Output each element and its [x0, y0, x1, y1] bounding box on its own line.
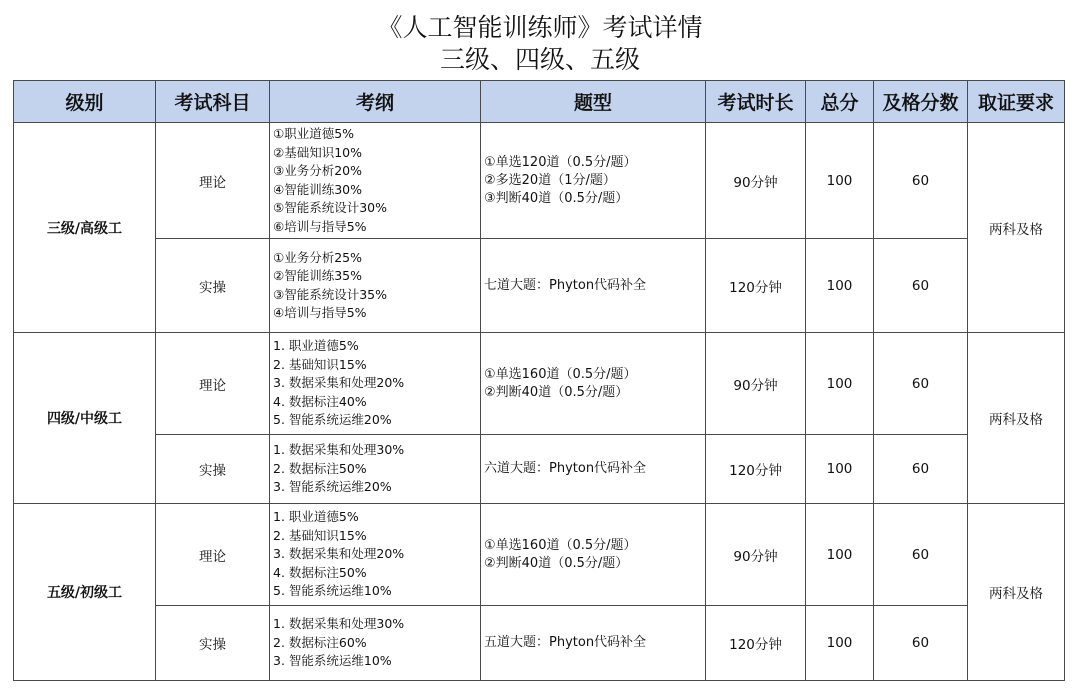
pass-score-cell: 60	[874, 239, 968, 333]
total-score-cell: 100	[806, 239, 874, 333]
subject-cell: 实操	[156, 435, 270, 504]
outline-item: 3. 数据采集和处理20%	[273, 546, 405, 562]
document-subtitle: 三级、四级、五级	[439, 45, 640, 74]
question-type-item: ①单选160道（0.5分/题）	[484, 537, 637, 553]
question-type-cell	[481, 435, 706, 504]
outline-cell	[270, 123, 481, 239]
outline-item: 5. 智能系统运维20%	[273, 412, 392, 428]
outline-item: 3. 智能系统运维20%	[273, 479, 392, 495]
outline-item: 2. 基础知识15%	[273, 527, 367, 543]
subject-cell: 理论	[156, 123, 270, 239]
outline-item: 1. 数据采集和处理30%	[273, 442, 405, 458]
header-total-score: 总分	[806, 81, 874, 123]
outline-item: 2. 数据标注60%	[273, 634, 367, 650]
question-type-item: ③判断40道（0.5分/题）	[484, 190, 629, 206]
outline-item: ③智能系统设计35%	[273, 286, 387, 302]
outline-item: ⑥培训与指导5%	[273, 218, 367, 234]
outline-cell	[270, 333, 481, 435]
outline-item: ④智能训练30%	[273, 181, 362, 197]
table-row	[14, 435, 1065, 504]
duration-cell: 90分钟	[706, 333, 806, 435]
outline-item: ②智能训练35%	[273, 268, 362, 283]
header-question-type: 题型	[481, 81, 706, 123]
question-type-item: ②判断40道（0.5分/题）	[484, 555, 629, 571]
total-score-cell: 100	[806, 123, 874, 239]
duration-cell: 120分钟	[706, 239, 806, 333]
subject-cell: 理论	[156, 333, 270, 435]
outline-item: 1. 职业道德5%	[273, 509, 359, 525]
outline-item: 3. 智能系统运维10%	[273, 653, 392, 669]
table-row	[14, 123, 1065, 239]
question-type-item: 六道大题：Phyton代码补全	[484, 461, 647, 476]
header-outline: 考纲	[270, 81, 481, 123]
pass-score-cell: 60	[874, 333, 968, 435]
total-score-cell: 100	[806, 435, 874, 504]
pass-score-cell: 60	[874, 504, 968, 606]
table-row	[14, 333, 1065, 435]
question-type-cell	[481, 504, 706, 606]
question-type-cell	[481, 333, 706, 435]
outline-item: ①业务分析25%	[273, 249, 362, 265]
outline-cell	[270, 504, 481, 606]
outline-item: ⑤智能系统设计30%	[273, 200, 387, 215]
question-type-item: ①单选160道（0.5分/题）	[484, 366, 637, 382]
question-type-item: ②多选20道（1分/题）	[484, 172, 616, 188]
header-certificate-requirement: 取证要求	[968, 81, 1065, 123]
pass-score-cell: 60	[874, 435, 968, 504]
header-subject: 考试科目	[156, 81, 270, 123]
level-cell: 三级/高级工	[14, 123, 156, 333]
outline-item: 1. 数据采集和处理30%	[273, 616, 405, 632]
outline-item: 3. 数据采集和处理20%	[273, 375, 405, 391]
table-row	[14, 606, 1065, 681]
total-score-cell: 100	[806, 606, 874, 681]
question-type-item: 五道大题：Phyton代码补全	[484, 635, 647, 650]
subject-cell: 理论	[156, 504, 270, 606]
duration-cell: 90分钟	[706, 123, 806, 239]
header-row	[14, 81, 1065, 123]
pass-score-cell: 60	[874, 123, 968, 239]
outline-item: 4. 数据标注50%	[273, 564, 367, 580]
question-type-item: 七道大题：Phyton代码补全	[484, 277, 647, 293]
duration-cell: 90分钟	[706, 504, 806, 606]
subject-cell: 实操	[156, 606, 270, 681]
requirement-cell: 两科及格	[968, 123, 1065, 333]
level-cell: 五级/初级工	[14, 504, 156, 681]
outline-item: ②基础知识10%	[273, 144, 362, 160]
outline-item: ④培训与指导5%	[273, 305, 367, 320]
question-type-cell	[481, 239, 706, 333]
question-type-item: ①单选120道（0.5分/题）	[484, 154, 637, 170]
outline-cell	[270, 435, 481, 504]
outline-item: ③业务分析20%	[273, 163, 362, 178]
table-row	[14, 504, 1065, 606]
duration-cell: 120分钟	[706, 606, 806, 681]
duration-cell: 120分钟	[706, 435, 806, 504]
outline-cell	[270, 239, 481, 333]
outline-cell	[270, 606, 481, 681]
question-type-cell	[481, 606, 706, 681]
question-type-cell	[481, 123, 706, 239]
pass-score-cell: 60	[874, 606, 968, 681]
header-pass-score: 及格分数	[874, 81, 968, 123]
outline-item: ①职业道德5%	[273, 126, 355, 141]
document-title: 《人工智能训练师》考试详情	[377, 13, 703, 42]
exam-details-table	[13, 80, 1065, 681]
requirement-cell: 两科及格	[968, 333, 1065, 504]
question-type-item: ②判断40道（0.5分/题）	[484, 384, 629, 400]
subject-cell: 实操	[156, 239, 270, 333]
outline-item: 1. 职业道德5%	[273, 338, 359, 354]
total-score-cell: 100	[806, 333, 874, 435]
header-level: 级别	[14, 81, 156, 123]
outline-item: 2. 数据标注50%	[273, 460, 367, 476]
table-row	[14, 239, 1065, 333]
outline-item: 4. 数据标注40%	[273, 393, 367, 409]
outline-item: 2. 基础知识15%	[273, 356, 367, 372]
header-duration: 考试时长	[706, 81, 806, 123]
total-score-cell: 100	[806, 504, 874, 606]
outline-item: 5. 智能系统运维10%	[273, 583, 392, 599]
level-cell: 四级/中级工	[14, 333, 156, 504]
requirement-cell: 两科及格	[968, 504, 1065, 681]
